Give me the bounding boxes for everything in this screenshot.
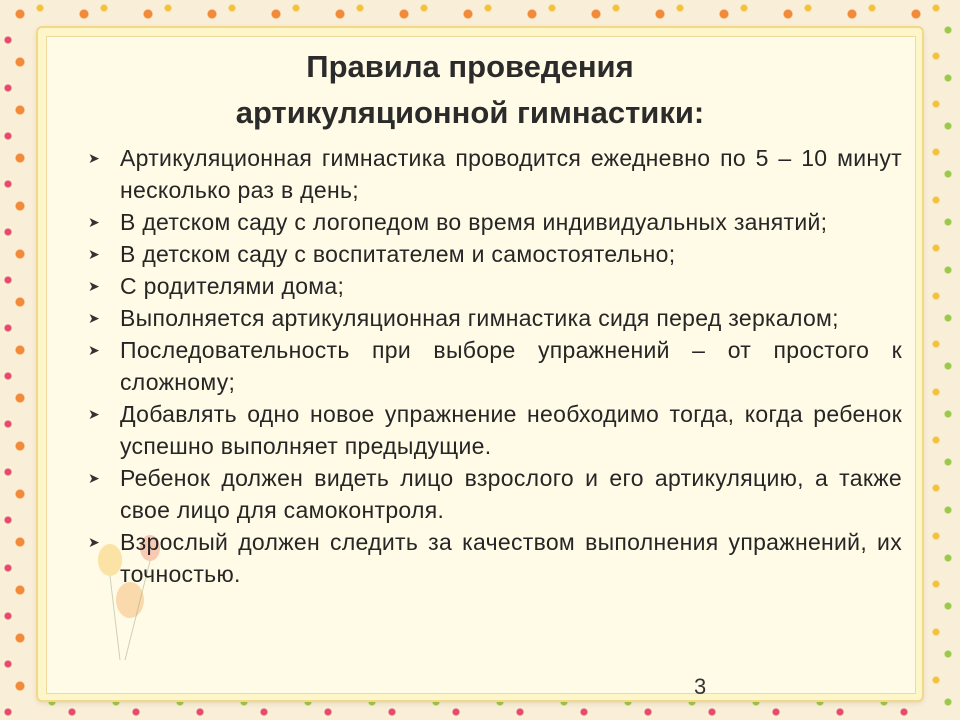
list-item-text: Последовательность при выборе упражнений – от простого к сложному; bbox=[120, 337, 902, 395]
arrowhead-bullet-icon: ➤ bbox=[88, 246, 101, 262]
arrowhead-bullet-icon: ➤ bbox=[88, 214, 101, 230]
arrowhead-bullet-icon: ➤ bbox=[88, 470, 101, 486]
arrowhead-bullet-icon: ➤ bbox=[88, 278, 101, 294]
list-item-text: В детском саду с логопедом во время индивидуальных занятий; bbox=[120, 209, 828, 235]
list-item-text: Ребенок должен видеть лицо взрослого и его артикуляцию, а также свое лицо для самоконтроля. bbox=[120, 465, 902, 523]
arrowhead-bullet-icon: ➤ bbox=[88, 150, 101, 166]
arrowhead-bullet-icon: ➤ bbox=[88, 534, 101, 550]
slide-title bbox=[100, 44, 840, 136]
list-item bbox=[88, 238, 902, 270]
list-item bbox=[88, 462, 902, 526]
list-item-text: Взрослый должен следить за качеством выполнения упражнений, их точностью. bbox=[120, 529, 902, 587]
list-item-text: Добавлять одно новое упражнение необходимо тогда, когда ребенок успешно выполняет предыдущие. bbox=[120, 401, 902, 459]
rules-list bbox=[88, 142, 902, 590]
list-item-text: В детском саду с воспитателем и самостоятельно; bbox=[120, 241, 676, 267]
list-item-text: Выполняется артикуляционная гимнастика сидя перед зеркалом; bbox=[120, 305, 839, 331]
arrowhead-bullet-icon: ➤ bbox=[88, 310, 101, 326]
list-item bbox=[88, 206, 902, 238]
arrowhead-bullet-icon: ➤ bbox=[88, 342, 101, 358]
list-item bbox=[88, 302, 902, 334]
list-item bbox=[88, 526, 902, 590]
title-line-2: артикуляционной гимнастики: bbox=[235, 95, 705, 130]
arrowhead-bullet-icon: ➤ bbox=[88, 406, 101, 422]
list-item-text: С родителями дома; bbox=[120, 273, 345, 299]
list-item bbox=[88, 334, 902, 398]
list-item bbox=[88, 270, 902, 302]
list-item-text: Артикуляционная гимнастика проводится ежедневно по 5 – 10 минут несколько раз в день; bbox=[120, 145, 902, 203]
page-number: 3 bbox=[694, 674, 707, 699]
list-item bbox=[88, 398, 902, 462]
title-line-1: Правила проведения bbox=[306, 49, 634, 84]
list-item bbox=[88, 142, 902, 206]
